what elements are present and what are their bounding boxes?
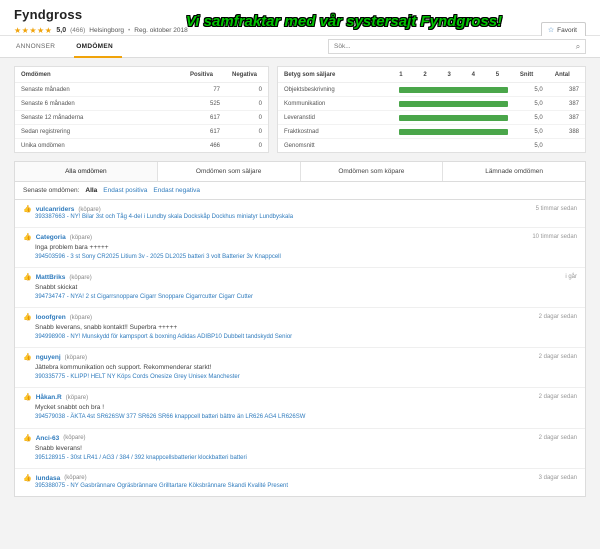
rating-bar-fill xyxy=(399,115,508,121)
review-filter-bar xyxy=(14,161,586,182)
review-item xyxy=(15,469,585,496)
thumbs-up-icon: 👍 xyxy=(23,234,32,242)
thumbs-up-icon: 👍 xyxy=(23,434,32,442)
tab-bar xyxy=(0,36,600,58)
col-header-antal: Antal xyxy=(549,67,585,83)
rating-bar xyxy=(393,83,514,97)
betyg-panel xyxy=(277,66,586,153)
review-item-link[interactable]: 395388075 - NY Gasbrännare Ogräsbrännare Grilltartare Köksbrännare Skandi Kvalité Present xyxy=(35,482,289,489)
row-label: Objektsbeskrivning xyxy=(278,83,393,97)
table-row xyxy=(15,111,268,125)
row-negativa[interactable]: 0 xyxy=(226,111,268,125)
review-item-link[interactable]: 394579038 - ÄKTA 4st SR626SW 377 SR626 SR66 knappcell batteri bättre än LR626 AG4 LR626SW xyxy=(35,414,306,421)
review-time: 2 dagar sedan xyxy=(538,394,577,401)
favorite-label: Favorit xyxy=(557,26,577,34)
row-label: Genomsnitt xyxy=(284,142,315,149)
review-user[interactable]: vulcanriders xyxy=(35,206,75,213)
review-item-link[interactable]: 394998908 - NY! Munskydd för kampsport & boxning Adidas ADIBP10 Dubbelt tandskydd Senior xyxy=(35,334,293,341)
col-header-snitt: Snitt xyxy=(514,67,549,83)
scale-5: 5 xyxy=(490,67,514,83)
row-positiva[interactable]: 525 xyxy=(184,97,226,111)
row-snitt: 5,0 xyxy=(514,97,549,111)
table-row xyxy=(15,83,268,97)
subfilter-endast-negativa[interactable]: Endast negativa xyxy=(153,187,201,194)
review-role: (köpare) xyxy=(64,354,87,361)
review-text: Snabbt skickat xyxy=(35,284,78,292)
rating-count[interactable]: (466) xyxy=(70,27,86,34)
row-negativa[interactable]: 0 xyxy=(226,125,268,139)
filter-alla-omdomen[interactable]: Alla omdömen xyxy=(15,162,158,181)
shop-rating-row xyxy=(14,26,586,35)
rating-bar-empty xyxy=(393,139,514,153)
review-item-link[interactable]: 393387663 - NY! Bilar 3st och Tåg 4-del i Lundby skala Dockskåp Dockhus miniatyr Lundbyskala xyxy=(35,214,294,220)
search-input[interactable] xyxy=(329,43,571,50)
review-header xyxy=(23,475,577,482)
review-role: (köpare) xyxy=(69,274,92,281)
row-snitt: 5,0 xyxy=(534,142,543,149)
scale-1: 1 xyxy=(393,67,417,83)
shop-header xyxy=(0,0,600,36)
rating-bar xyxy=(393,97,514,111)
review-time: 2 dagar sedan xyxy=(538,314,577,321)
row-positiva[interactable]: 466 xyxy=(209,142,220,149)
review-header xyxy=(23,435,577,442)
col-header-negativa[interactable]: Negativa xyxy=(226,67,268,83)
subfilter-label: Senaste omdömen: xyxy=(23,187,80,194)
row-antal xyxy=(549,139,585,153)
rating-bar xyxy=(393,111,514,125)
review-text: Jättebra kommunikation och support. Rekommenderar starkt! xyxy=(35,364,212,372)
scale-2: 2 xyxy=(417,67,441,83)
shop-registered: Reg. oktober 2018 xyxy=(134,27,188,34)
subfilter-endast-positiva[interactable]: Endast positiva xyxy=(103,187,148,194)
row-negativa[interactable]: 0 xyxy=(226,83,268,97)
table-row xyxy=(278,139,585,153)
review-role: (köpare) xyxy=(65,394,89,401)
review-subfilter xyxy=(14,182,586,200)
review-item-link[interactable]: 394503596 - 3 st Sony CR2025 Litium 3v - 2025 DL2025 batteri 3 volt Batterier 3v Knappcell xyxy=(35,254,281,261)
review-item-link[interactable]: 394734747 - NYA! 2 st Cigarrsnoppare Cigarr Snoppare Cigarrcutter Cigarr Cutter xyxy=(35,294,253,301)
thumbs-up-icon: 👍 xyxy=(23,474,32,482)
table-header-row xyxy=(278,67,585,83)
promo-banner: Vi samfraktar med vår systersajt Fyndgross! xyxy=(185,12,503,30)
row-label: Fraktkostnad xyxy=(278,125,393,139)
row-snitt: 5,0 xyxy=(514,111,549,125)
review-role: (köpare) xyxy=(69,234,93,241)
scale-3: 3 xyxy=(442,67,466,83)
review-header xyxy=(23,206,577,213)
search-icon[interactable]: ⌕ xyxy=(575,41,581,51)
review-time: 2 dagar sedan xyxy=(538,434,577,441)
review-item-link[interactable]: 390335775 - KLIPP! HELT NY Köps Cords Onesize Grey Unisex Manchester xyxy=(35,374,240,381)
rating-bar-fill xyxy=(399,129,508,135)
review-time: 2 dagar sedan xyxy=(538,354,577,361)
row-label: Kommunikation xyxy=(278,97,393,111)
rating-bar-fill xyxy=(399,101,508,107)
meta-separator: • xyxy=(127,27,131,34)
row-snitt: 5,0 xyxy=(514,125,549,139)
review-user[interactable]: looofgren xyxy=(35,314,66,322)
review-user[interactable]: lundasa xyxy=(35,474,61,482)
rating-value: 5,0 xyxy=(56,27,67,34)
row-label: Senaste 12 månaderna xyxy=(15,111,184,125)
shop-location: Helsingborg xyxy=(89,27,124,34)
review-user[interactable]: Håkan.R xyxy=(35,394,62,402)
tab-annonser[interactable]: ANNONSER xyxy=(16,42,56,50)
thumbs-up-icon: 👍 xyxy=(23,274,32,282)
review-text: Snabb leverans! xyxy=(35,444,82,452)
review-time: 10 timmar sedan xyxy=(532,234,577,241)
row-label: Sedan registrering xyxy=(15,125,184,139)
subfilter-alla[interactable]: Alla xyxy=(85,187,98,194)
rating-bar-fill xyxy=(399,87,508,93)
review-item xyxy=(15,200,585,228)
col-header-omdomen: Omdömen xyxy=(15,67,184,83)
review-item xyxy=(15,348,585,388)
review-role: (köpare) xyxy=(64,475,87,482)
review-item xyxy=(15,308,585,348)
table-row xyxy=(278,111,585,125)
review-time: 3 dagar sedan xyxy=(538,474,577,481)
star-icon: ☆ xyxy=(547,27,555,34)
tab-omdomen[interactable]: OMDÖMEN xyxy=(74,36,122,58)
thumbs-up-icon: 👍 xyxy=(23,354,32,362)
review-role: (köpare) xyxy=(63,435,86,442)
review-header xyxy=(23,314,577,321)
review-role: (köpare) xyxy=(78,206,101,213)
betyg-table xyxy=(278,67,585,152)
review-text: Mycket snabbt och bra ! xyxy=(35,404,105,412)
review-header xyxy=(23,274,577,281)
row-snitt: 5,0 xyxy=(514,83,549,97)
row-negativa[interactable]: 0 xyxy=(258,142,262,149)
star-rating-icon: ★★★★★ xyxy=(14,26,53,35)
review-header xyxy=(23,354,577,361)
row-antal: 387 xyxy=(549,83,585,97)
table-header-row xyxy=(15,67,268,83)
filter-omdomen-som-kopare[interactable]: Omdömen som köpare xyxy=(301,162,444,181)
row-antal: 388 xyxy=(549,125,585,139)
row-positiva[interactable]: 617 xyxy=(184,125,226,139)
row-antal: 387 xyxy=(549,111,585,125)
row-antal: 387 xyxy=(549,97,585,111)
review-role: (köpare) xyxy=(69,314,93,321)
review-item xyxy=(15,429,585,469)
row-label: Senaste 6 månaden xyxy=(15,97,184,111)
row-label: Unika omdömen xyxy=(21,142,65,149)
omdomen-summary-panel xyxy=(14,66,269,153)
table-row xyxy=(15,139,268,153)
row-label: Leveranstid xyxy=(278,111,393,125)
table-row xyxy=(15,125,268,139)
row-positiva[interactable]: 617 xyxy=(184,111,226,125)
review-time: 5 timmar sedan xyxy=(535,206,577,212)
col-header-betyg: Betyg som säljare xyxy=(278,67,393,83)
table-row xyxy=(278,97,585,111)
table-row xyxy=(278,125,585,139)
table-row xyxy=(278,83,585,97)
review-user[interactable]: nguyenj xyxy=(35,354,61,362)
col-header-positiva[interactable]: Positiva xyxy=(184,67,226,83)
review-time: i går xyxy=(565,274,577,281)
filter-omdomen-som-saljare[interactable]: Omdömen som säljare xyxy=(158,162,301,181)
review-user[interactable]: Anci-63 xyxy=(35,434,60,442)
search-box[interactable] xyxy=(328,39,586,54)
review-header xyxy=(23,234,577,241)
row-label: Senaste månaden xyxy=(15,83,184,97)
scale-4: 4 xyxy=(466,67,490,83)
review-list xyxy=(14,200,586,497)
row-negativa[interactable]: 0 xyxy=(226,97,268,111)
thumbs-up-icon: 👍 xyxy=(23,206,32,213)
page-title: Fyndgross xyxy=(14,7,83,22)
review-text: Inga problem bara +++++ xyxy=(35,244,109,252)
rating-bar xyxy=(393,125,514,139)
review-item xyxy=(15,388,585,428)
review-item xyxy=(15,268,585,308)
thumbs-up-icon: 👍 xyxy=(23,314,32,322)
review-text: Snabb leverans, snabb kontakt!! Superbra +++++ xyxy=(35,324,178,332)
thumbs-up-icon: 👍 xyxy=(23,394,32,402)
filter-lamnade-omdomen[interactable]: Lämnade omdömen xyxy=(485,168,544,175)
stats-section xyxy=(0,58,600,153)
review-header xyxy=(23,394,577,401)
review-user[interactable]: MattBriks xyxy=(35,274,66,282)
review-item xyxy=(15,228,585,268)
omdomen-summary-table xyxy=(15,67,268,152)
table-row xyxy=(15,97,268,111)
review-item-link[interactable]: 395128915 - 30st LR41 / AG3 / 384 / 392 knappcellsbatterier klockbatteri batteri xyxy=(35,454,247,461)
review-user[interactable]: Categoria xyxy=(35,234,66,242)
row-positiva[interactable]: 77 xyxy=(184,83,226,97)
